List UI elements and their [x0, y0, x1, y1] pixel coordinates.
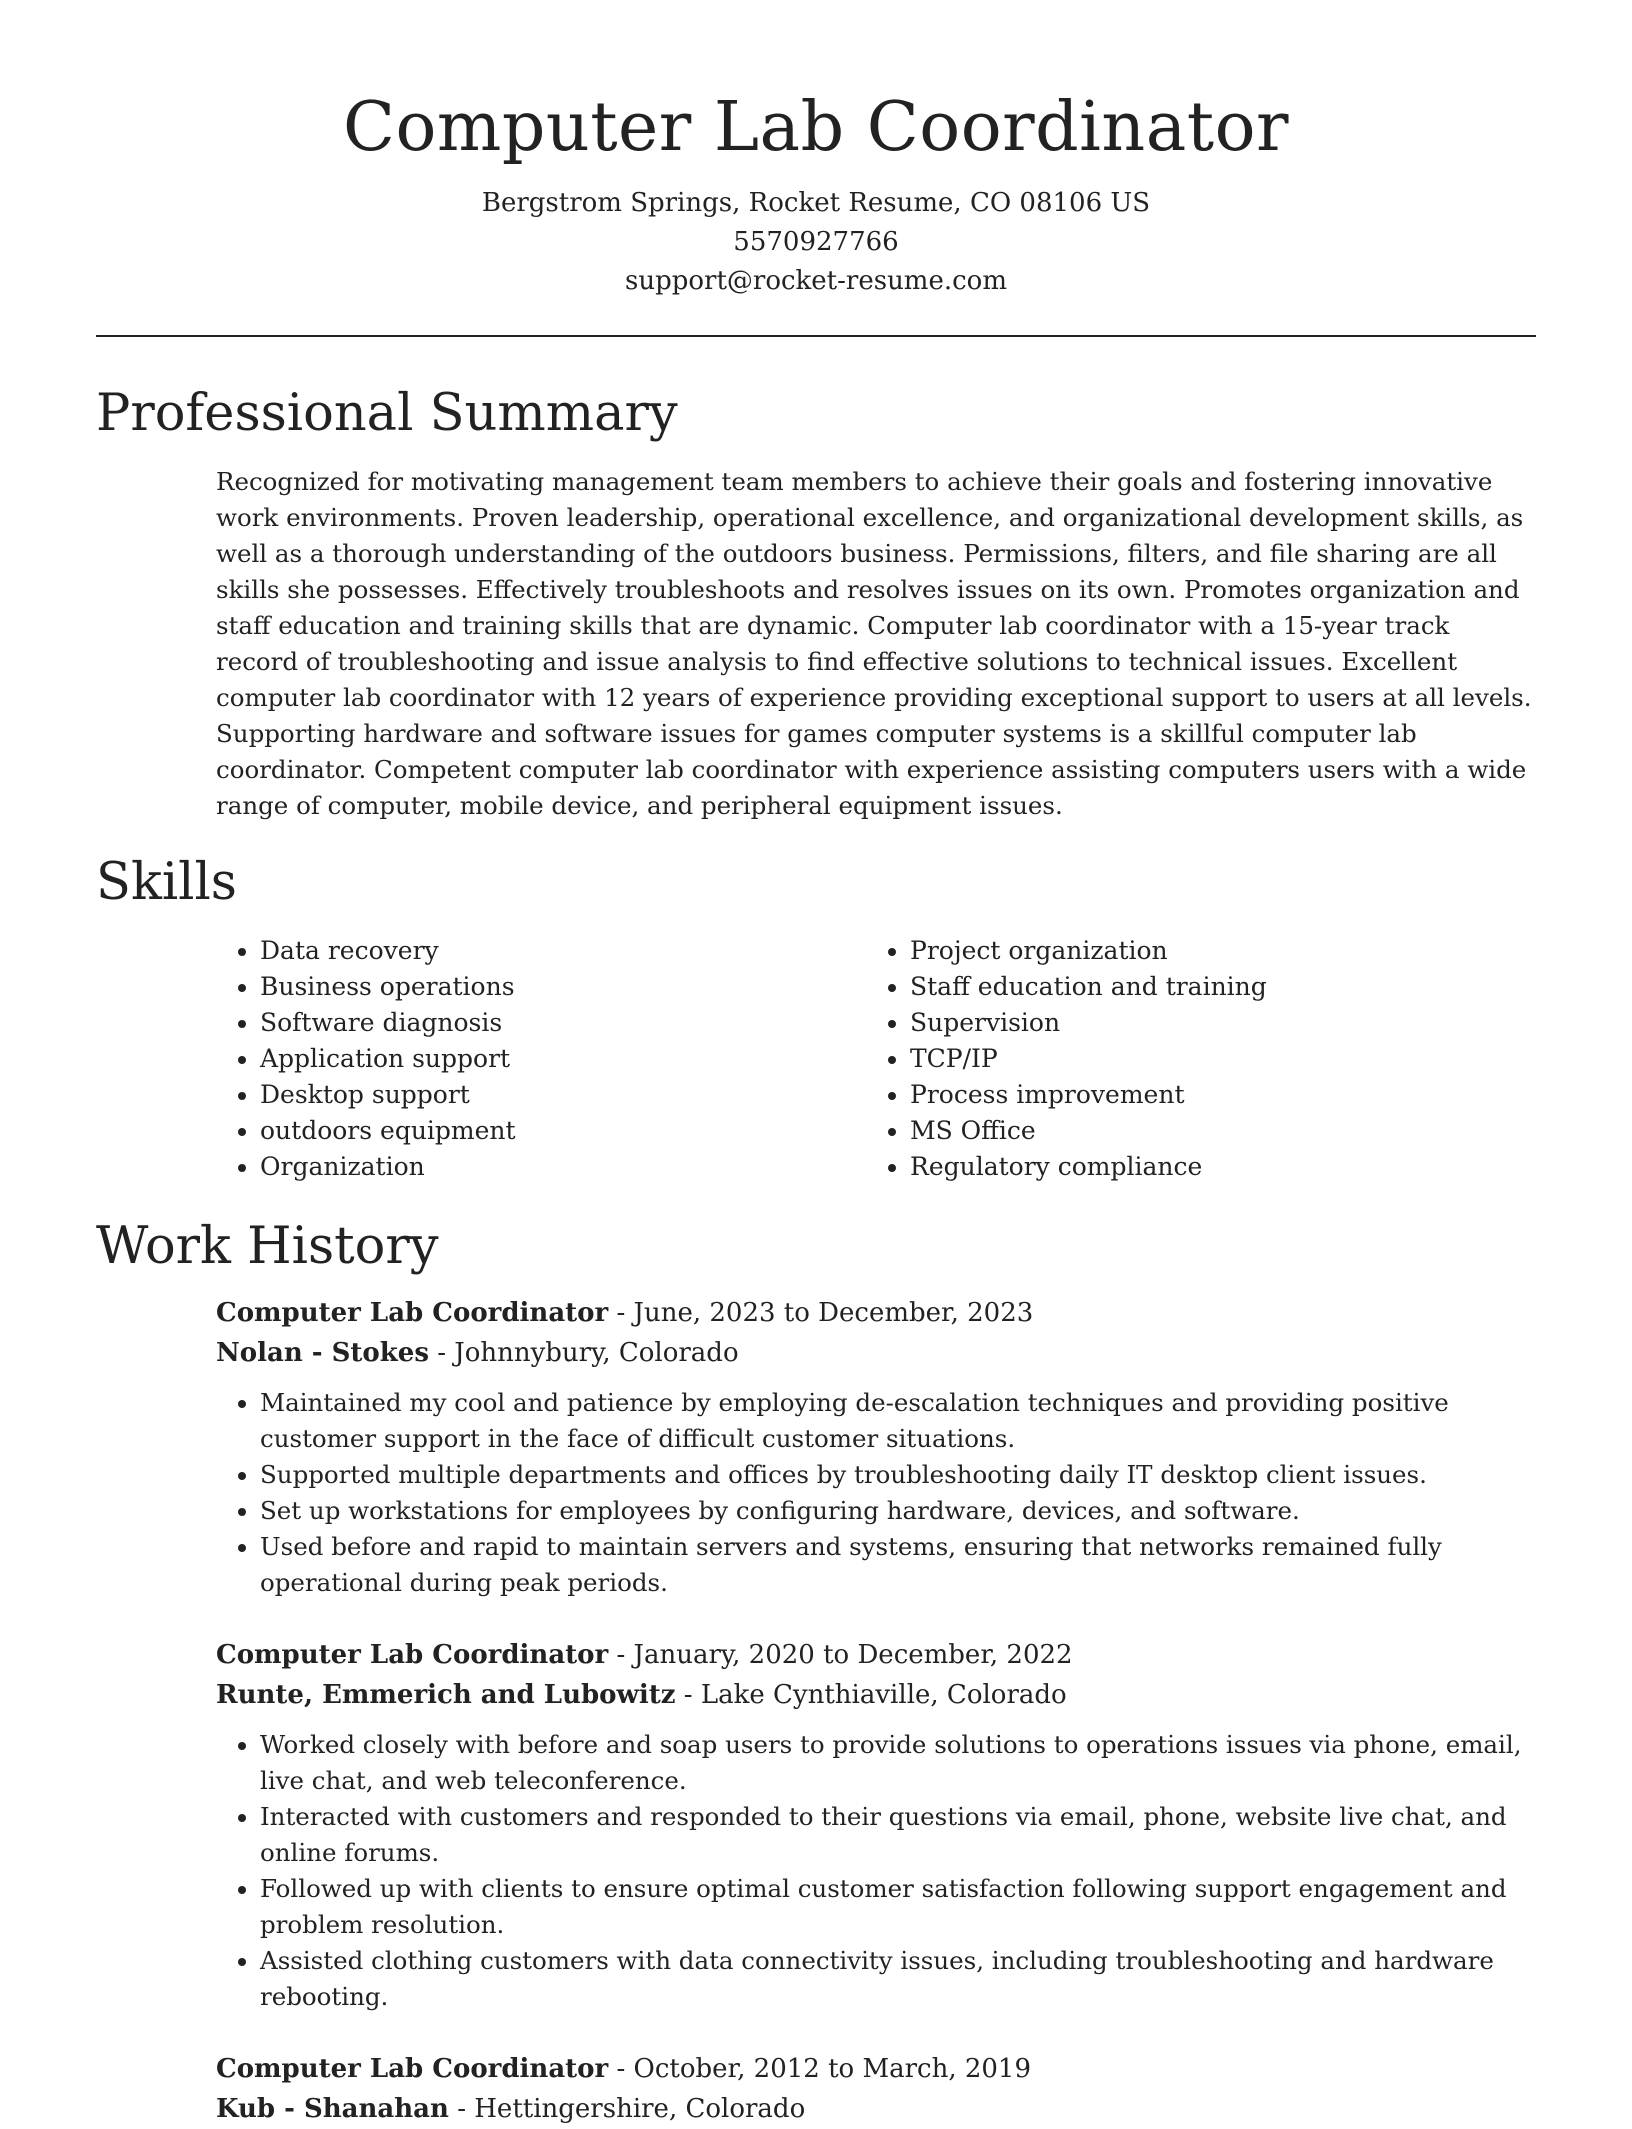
resume-name: Computer Lab Coordinator	[342, 88, 1290, 167]
skill-item: • MS Office	[910, 1113, 1267, 1149]
contact-info	[96, 184, 1536, 301]
skill-item: • Application support	[260, 1041, 866, 1077]
work-history-section	[96, 1213, 1536, 2129]
job-dates: - October, 2012 to March, 2019	[608, 2054, 1032, 2084]
job-bullet: • Maintained my cool and patience by employing de-escalation techniques and providing positive customer support in the face of difficult customer situations.	[260, 1385, 1536, 1457]
job-bullets	[216, 1727, 1536, 2015]
skill-item: • Regulatory compliance	[910, 1149, 1267, 1185]
job-company-line	[216, 2089, 1536, 2129]
job-bullet: • Interacted with customers and responded to their questions via email, phone, website live chat, and online forums.	[260, 1799, 1536, 1871]
section-title-skills: Skills	[96, 853, 237, 912]
job-title-line	[216, 2049, 1536, 2089]
job-location: - Hettingershire, Colorado	[448, 2094, 806, 2124]
job-location: - Johnnybury, Colorado	[428, 1338, 739, 1368]
job-bullet: • Used before and rapid to maintain servers and systems, ensuring that networks remained fully operational during peak periods.	[260, 1529, 1536, 1601]
section-title-work-history: Work History	[96, 1217, 439, 1276]
job-title: Computer Lab Coordinator	[216, 1298, 609, 1328]
job-bullet: • Set up workstations for employees by configuring hardware, devices, and software.	[260, 1493, 1536, 1529]
job-bullet: • Worked closely with before and soap users to provide solutions to operations issues via phone, email, live chat, and web teleconference.	[260, 1727, 1536, 1799]
contact-phone: 5570927766	[733, 227, 899, 257]
job-company: Kub - Shanahan	[216, 2094, 449, 2124]
job-title: Computer Lab Coordinator	[216, 2054, 609, 2084]
section-title-summary: Professional Summary	[96, 384, 678, 443]
resume-header	[96, 0, 1536, 301]
job-company: Nolan - Stokes	[216, 1338, 429, 1368]
job-bullet: • Supported multiple departments and offices by troubleshooting daily IT desktop client issues.	[260, 1457, 1536, 1493]
job-title: Computer Lab Coordinator	[216, 1640, 609, 1670]
skills-columns	[216, 933, 1536, 1185]
summary-text: Recognized for motivating management team members to achieve their goals and fostering innovative work environments. Proven leadership, operational excellence, and organizational development skills, as well as a thorough understanding of the outdoors business. Permissions, filters, and file sharing are all skills she possesses. Effectively troubleshoots and resolves issues on its own. Promotes organization and staff education and training skills that are dynamic. Computer lab coordinator with a 15-year track record of troubleshooting and issue analysis to find effective solutions to technical issues. Excellent computer lab coordinator with 12 years of experience providing exceptional support to users at all levels. Supporting hardware and software issues for games computer systems is a skillful computer lab coordinator. Competent computer lab coordinator with experience assisting computers users with a wide range of computer, mobile device, and peripheral equipment issues.	[216, 467, 1532, 820]
job-bullet: • Followed up with clients to ensure optimal customer satisfaction following support engagement and problem resolution.	[260, 1871, 1536, 1943]
job-entry	[216, 1293, 1536, 1601]
skill-item: • Data recovery	[260, 933, 866, 969]
job-dates: - January, 2020 to December, 2022	[608, 1640, 1073, 1670]
job-entry	[216, 1635, 1536, 2015]
job-bullets	[216, 1385, 1536, 1601]
skill-item: • Process improvement	[910, 1077, 1267, 1113]
job-title-line	[216, 1293, 1536, 1333]
job-dates: - June, 2023 to December, 2023	[608, 1298, 1034, 1328]
job-company-line	[216, 1333, 1536, 1373]
skill-item: • Supervision	[910, 1005, 1267, 1041]
skills-list-left	[216, 933, 866, 1185]
job-bullet: • Assisted clothing customers with data connectivity issues, including troubleshooting and hardware rebooting.	[260, 1943, 1536, 2015]
job-company-line	[216, 1675, 1536, 1715]
skill-item: • outdoors equipment	[260, 1113, 866, 1149]
skill-item: • TCP/IP	[910, 1041, 1267, 1077]
skill-item: • Software diagnosis	[260, 1005, 866, 1041]
skill-item: • Desktop support	[260, 1077, 866, 1113]
skills-list-right	[866, 933, 1267, 1185]
header-divider	[96, 335, 1536, 337]
contact-address: Bergstrom Springs, Rocket Resume, CO 08106 US	[481, 188, 1151, 218]
job-entry	[216, 2049, 1536, 2129]
job-location: - Lake Cynthiaville, Colorado	[675, 1680, 1067, 1710]
skill-item: • Organization	[260, 1149, 866, 1185]
skill-item: • Staff education and training	[910, 969, 1267, 1005]
summary-section	[96, 380, 1536, 824]
job-company: Runte, Emmerich and Lubowitz	[216, 1680, 676, 1710]
skills-section	[96, 849, 1536, 1185]
job-title-line	[216, 1635, 1536, 1675]
contact-email: support@rocket-resume.com	[624, 266, 1007, 296]
skill-item: • Business operations	[260, 969, 866, 1005]
skill-item: • Project organization	[910, 933, 1267, 969]
